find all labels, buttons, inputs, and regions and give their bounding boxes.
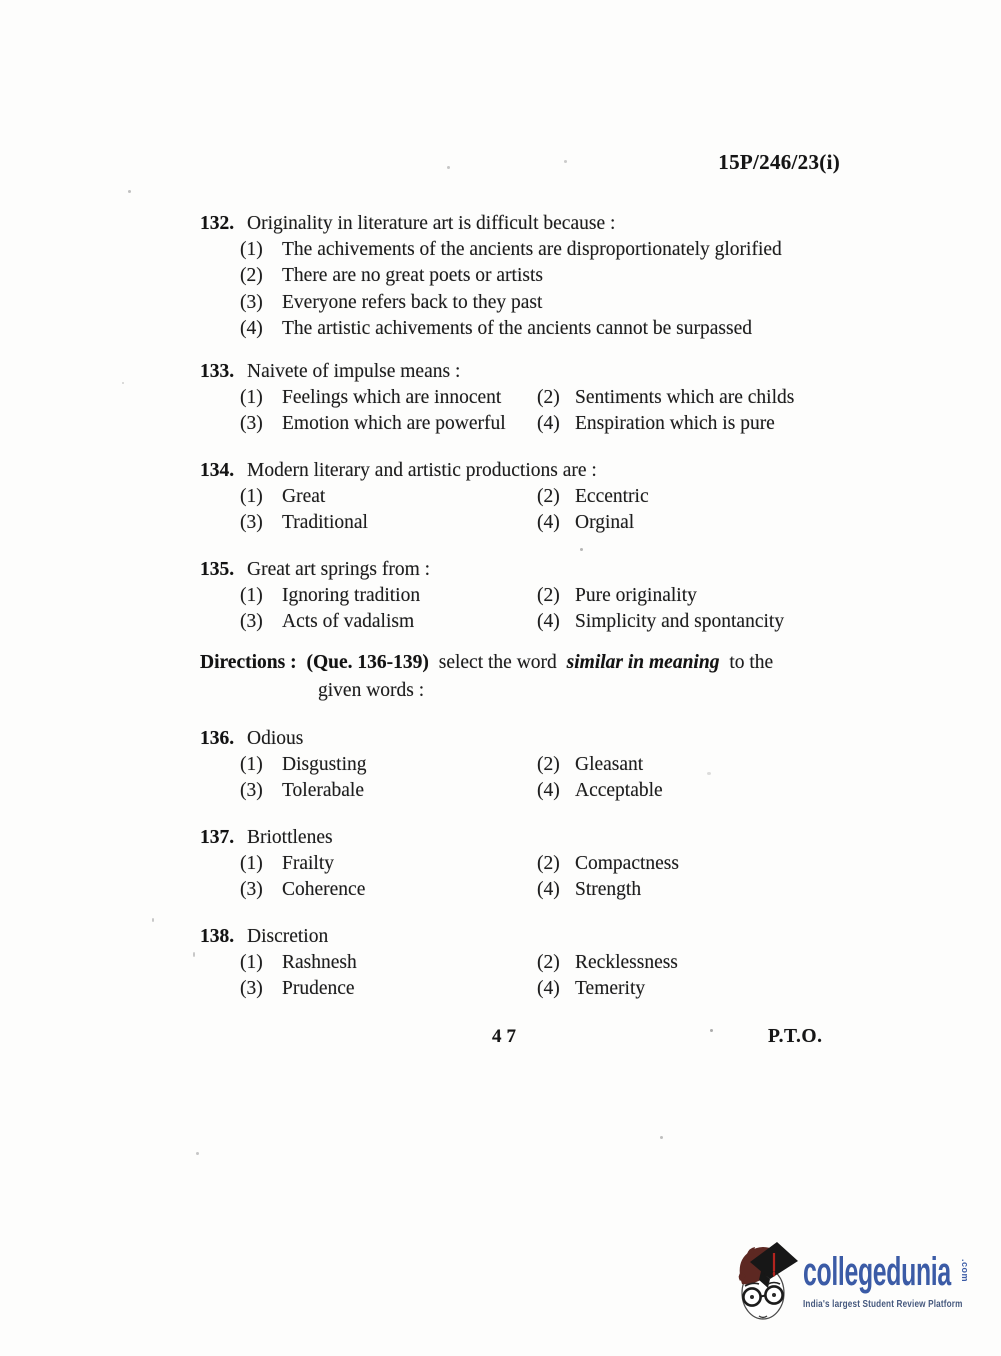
scan-speck bbox=[193, 952, 195, 957]
option-number: (2) bbox=[537, 853, 560, 874]
option-number: (4) bbox=[537, 512, 560, 534]
question-136 bbox=[200, 725, 880, 805]
question-133 bbox=[200, 358, 880, 438]
directions-line-1 bbox=[200, 649, 880, 677]
question-134 bbox=[200, 457, 880, 537]
option-number: (3) bbox=[240, 879, 263, 901]
option-number: (4) bbox=[537, 879, 560, 901]
option-number: (3) bbox=[240, 611, 263, 633]
question-heading bbox=[200, 556, 880, 583]
question-text: Great art springs from : bbox=[247, 559, 431, 580]
directions-question-range: (Que. 136-139) bbox=[306, 652, 429, 673]
question-heading bbox=[200, 824, 880, 851]
question-text: Modern literary and artistic productions are : bbox=[247, 460, 597, 481]
option-number: (1) bbox=[240, 486, 263, 507]
option-number: (3) bbox=[240, 512, 263, 534]
option-text: Strength bbox=[575, 879, 642, 901]
question-number: 137. bbox=[200, 827, 235, 848]
question-138 bbox=[200, 923, 880, 1003]
option-text: Pure originality bbox=[575, 585, 697, 606]
option-number: (3) bbox=[240, 413, 263, 435]
option-number: (4) bbox=[537, 780, 560, 802]
option-text: Compactness bbox=[575, 853, 679, 874]
directions-label: Directions : bbox=[200, 652, 297, 673]
question-text: Naivete of impulse means : bbox=[247, 361, 461, 382]
option-row bbox=[200, 583, 880, 609]
option-row bbox=[200, 263, 880, 289]
option-text: Orginal bbox=[575, 512, 635, 534]
collegedunia-wordmark: collegedunia bbox=[803, 1250, 951, 1294]
directions-text: to the bbox=[729, 652, 774, 673]
option-text: Rashnesh bbox=[282, 952, 357, 973]
option-number: (1) bbox=[240, 239, 263, 260]
scan-speck bbox=[152, 918, 154, 922]
question-number: 135. bbox=[200, 559, 235, 580]
option-row bbox=[200, 237, 880, 263]
option-text: Everyone refers back to they past bbox=[282, 291, 543, 313]
question-text: Briottlenes bbox=[247, 827, 333, 848]
collegedunia-mascot-icon bbox=[733, 1238, 799, 1333]
option-text: Feelings which are innocent bbox=[282, 387, 502, 408]
option-text: Acts of vadalism bbox=[282, 611, 415, 633]
option-text: Ignoring tradition bbox=[282, 585, 421, 606]
option-text: The achivements of the ancients are disproportionately glorified bbox=[282, 239, 782, 260]
option-row bbox=[200, 510, 880, 536]
collegedunia-domain-suffix: .com bbox=[960, 1259, 970, 1283]
option-number: (1) bbox=[240, 585, 263, 606]
option-row bbox=[200, 290, 880, 316]
directions-emphasis: similar in meaning bbox=[566, 652, 720, 673]
collegedunia-logo bbox=[733, 1238, 983, 1333]
option-text: Prudence bbox=[282, 978, 355, 1000]
option-number: (1) bbox=[240, 952, 263, 973]
option-number: (2) bbox=[537, 952, 560, 973]
option-text: Acceptable bbox=[575, 780, 663, 802]
question-number: 134. bbox=[200, 460, 235, 481]
option-text: Sentiments which are childs bbox=[575, 387, 795, 408]
option-number: (2) bbox=[537, 754, 560, 775]
question-text: Originality in literature art is difficult because : bbox=[247, 213, 616, 234]
scan-speck bbox=[660, 1136, 663, 1139]
option-row bbox=[200, 950, 880, 976]
option-number: (2) bbox=[537, 387, 560, 408]
scan-speck bbox=[196, 1152, 199, 1155]
option-text: Frailty bbox=[282, 853, 334, 874]
option-number: (3) bbox=[240, 780, 263, 802]
option-text: Simplicity and spontancity bbox=[575, 611, 785, 633]
option-row bbox=[200, 851, 880, 877]
option-text: Coherence bbox=[282, 879, 366, 901]
question-heading bbox=[200, 358, 880, 385]
option-text: Emotion which are powerful bbox=[282, 413, 506, 435]
directions-note bbox=[200, 649, 880, 705]
question-number: 132. bbox=[200, 213, 235, 234]
option-row bbox=[200, 385, 880, 411]
question-text: Odious bbox=[247, 728, 304, 749]
wordmark-wrap bbox=[803, 1250, 970, 1294]
option-text: Traditional bbox=[282, 512, 368, 534]
option-row bbox=[200, 976, 880, 1002]
question-135 bbox=[200, 556, 880, 636]
option-row bbox=[200, 484, 880, 510]
question-number: 133. bbox=[200, 361, 235, 382]
option-text: Temerity bbox=[575, 978, 646, 1000]
option-number: (4) bbox=[537, 978, 560, 1000]
question-heading bbox=[200, 923, 880, 950]
scan-speck bbox=[707, 772, 711, 775]
directions-line-2: given words : bbox=[318, 680, 425, 701]
option-text: Gleasant bbox=[575, 754, 644, 775]
option-row bbox=[200, 877, 880, 903]
option-row bbox=[200, 316, 880, 342]
option-number: (3) bbox=[240, 978, 263, 1000]
option-row bbox=[200, 609, 880, 635]
scan-speck bbox=[710, 1029, 713, 1032]
question-number: 136. bbox=[200, 728, 235, 749]
option-number: (1) bbox=[240, 754, 263, 775]
scan-speck bbox=[128, 190, 131, 193]
option-text: The artistic achivements of the ancients cannot be surpassed bbox=[282, 318, 752, 340]
scan-speck bbox=[580, 548, 583, 551]
pto-label: P.T.O. bbox=[768, 1026, 823, 1047]
option-number: (3) bbox=[240, 291, 263, 313]
logo-text bbox=[803, 1252, 1001, 1333]
option-text: Enspiration which is pure bbox=[575, 413, 775, 435]
option-number: (4) bbox=[537, 413, 560, 435]
scan-speck bbox=[122, 382, 124, 384]
option-text: There are no great poets or artists bbox=[282, 265, 543, 287]
question-heading bbox=[200, 725, 880, 752]
scan-speck bbox=[564, 160, 567, 163]
option-number: (4) bbox=[537, 611, 560, 633]
option-number: (1) bbox=[240, 853, 263, 874]
question-heading bbox=[200, 210, 880, 237]
option-text: Eccentric bbox=[575, 486, 649, 507]
option-row bbox=[200, 778, 880, 804]
option-row bbox=[200, 752, 880, 778]
question-text: Discretion bbox=[247, 926, 329, 947]
directions-text: select the word bbox=[438, 652, 557, 673]
option-number: (2) bbox=[240, 265, 263, 287]
option-text: Recklessness bbox=[575, 952, 678, 973]
question-132 bbox=[200, 210, 880, 343]
option-text: Tolerabale bbox=[282, 780, 364, 802]
collegedunia-tagline: India's largest Student Review Platform bbox=[803, 1298, 963, 1310]
option-text: Great bbox=[282, 486, 326, 507]
paper-code: 15P/246/23(i) bbox=[718, 150, 840, 174]
question-137 bbox=[200, 824, 880, 904]
option-text: Disgusting bbox=[282, 754, 367, 775]
option-number: (1) bbox=[240, 387, 263, 408]
option-number: (2) bbox=[537, 585, 560, 606]
page-number: 47 bbox=[492, 1026, 521, 1047]
question-number: 138. bbox=[200, 926, 235, 947]
question-heading bbox=[200, 457, 880, 484]
scan-speck bbox=[447, 166, 450, 169]
option-row bbox=[200, 411, 880, 437]
option-number: (2) bbox=[537, 486, 560, 507]
option-number: (4) bbox=[240, 318, 263, 340]
